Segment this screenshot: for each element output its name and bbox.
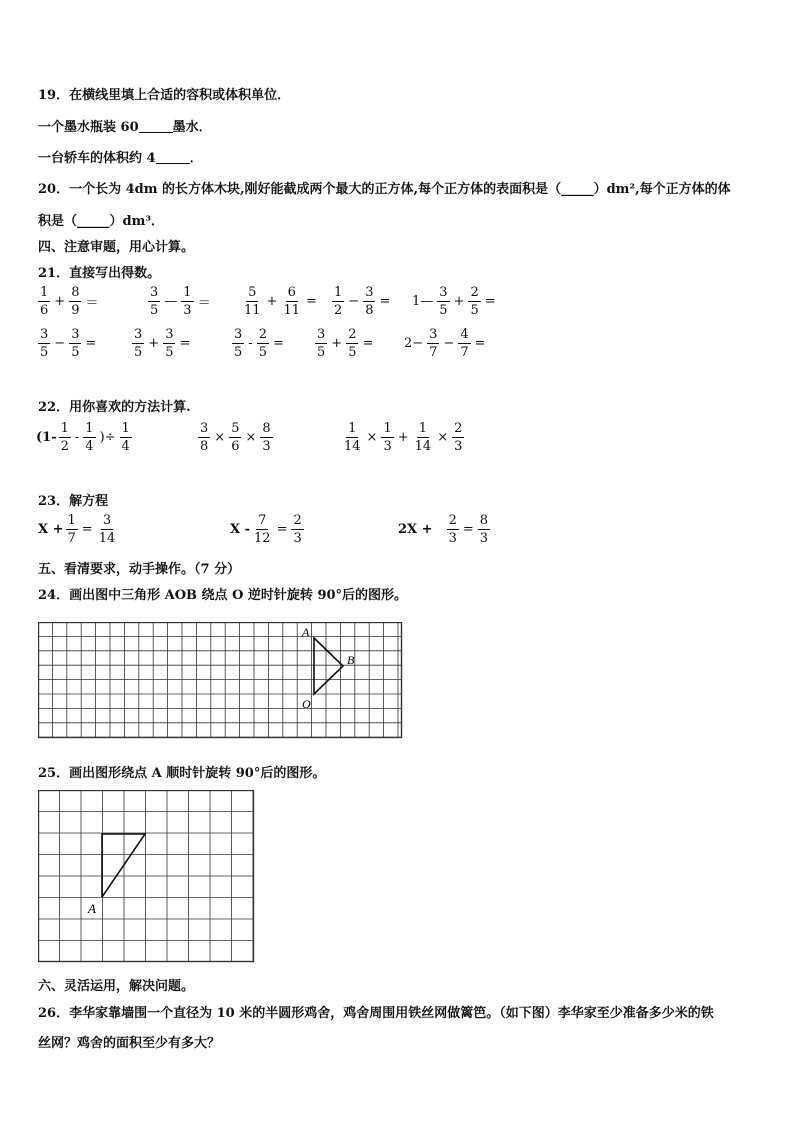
- q20-line1: 20．一个长为 4dm 的长方体木块,刚好能截成两个最大的正方体,每个正方体的表面积是（_____）dm²,每个正方体的体: [38, 182, 731, 197]
- q22-expr-3: $\frac{1}{14}$ × $\frac{1}{3}$ + $\frac{1}{14}$ × $\frac{2}{3}$: [344, 421, 463, 454]
- q19-blank-2[interactable]: [156, 151, 190, 164]
- q21-r2-item-4: $\frac{3}{5}$ + $\frac{2}{5}$ =: [317, 327, 374, 360]
- q24-title: 24．画出图中三角形 AOB 绕点 O 逆时针旋转 90°后的图形。: [38, 588, 408, 603]
- triangle-aob: [314, 638, 343, 694]
- q21-r1-item-4: $\frac{1}{2}$ − $\frac{3}{8}$ =: [334, 285, 391, 318]
- q24-grid-figure: [38, 622, 404, 740]
- q22-title: 22．用你喜欢的方法计算.: [38, 400, 191, 415]
- q26-line1: 26．李华家靠墙围一个直径为 10 米的半圆形鸡舍，鸡舍周围用铁丝网做篱笆。（如下图）李华家至少准备多少米的铁: [38, 1006, 714, 1021]
- label-o: O: [302, 697, 311, 711]
- q19-line2: 一台轿车的体积约 4 ．: [38, 151, 203, 166]
- q19-blank-1[interactable]: [139, 120, 173, 133]
- section6-heading: 六、灵活运用，解决问题。: [38, 979, 195, 994]
- q23-eq-1: X + $\frac{1}{7}$ = $\frac{3}{14}$: [38, 513, 116, 546]
- label-a: A: [302, 625, 310, 639]
- q23-eq-3: 2X + $\frac{2}{3}$ = $\frac{8}{3}$: [398, 513, 489, 546]
- q20-line2: 积是（_____）dm³．: [38, 214, 165, 229]
- q21-r2-item-3: $\frac{3}{5}$ - $\frac{2}{5}$ =: [234, 327, 284, 360]
- q21-title: 21．直接写出得数。: [38, 266, 161, 281]
- q21-r2-item-2: $\frac{3}{5}$ + $\frac{3}{5}$ =: [134, 327, 191, 360]
- q22-expr-2: $\frac{3}{8}$ × $\frac{5}{6}$ × $\frac{8}{3}$: [200, 421, 271, 454]
- q21-r2-item-5: 2− $\frac{3}{7}$ − $\frac{4}{7}$ =: [404, 327, 486, 360]
- q22-expr-1: (1- $\frac{1}{2}$ - $\frac{1}{4}$ )÷ $\frac{1}{4}$: [36, 421, 130, 454]
- q19-title: 19．在横线里填上合适的容积或体积单位．: [38, 88, 291, 103]
- q25-figure-shape: [102, 834, 145, 897]
- label-b: B: [347, 653, 355, 667]
- q23-eq-2: X - $\frac{7}{12}$ = $\frac{2}{3}$: [230, 513, 302, 546]
- q23-title: 23．解方程: [38, 494, 109, 509]
- q26-line2: 丝网？鸡舍的面积至少有多大？: [38, 1036, 221, 1051]
- q21-r1-item-5: 1— $\frac{3}{5}$ + $\frac{2}{5}$ =: [412, 285, 496, 318]
- q21-r2-item-1: $\frac{3}{5}$ − $\frac{3}{5}$ =: [40, 327, 97, 360]
- label-a: A: [88, 901, 96, 916]
- q19-line1: 一个墨水瓶装 60 墨水．: [38, 120, 212, 135]
- section5-heading: 五、看清要求，动手操作。（7 分）: [38, 562, 241, 577]
- q25-grid-figure: [38, 790, 256, 964]
- q21-r1-item-2: $\frac{3}{5}$ — $\frac{1}{3}$ ＝: [150, 285, 211, 318]
- section4-heading: 四、注意审题，用心计算。: [38, 240, 195, 255]
- q21-r1-item-1: $\frac{1}{6}$ + $\frac{8}{9}$ ＝: [40, 285, 99, 318]
- q25-title: 25．画出图形绕点 A 顺时针旋转 90°后的图形。: [38, 766, 326, 781]
- q21-r1-item-3: $\frac{5}{11}$ + $\frac{6}{11}$ =: [244, 285, 317, 318]
